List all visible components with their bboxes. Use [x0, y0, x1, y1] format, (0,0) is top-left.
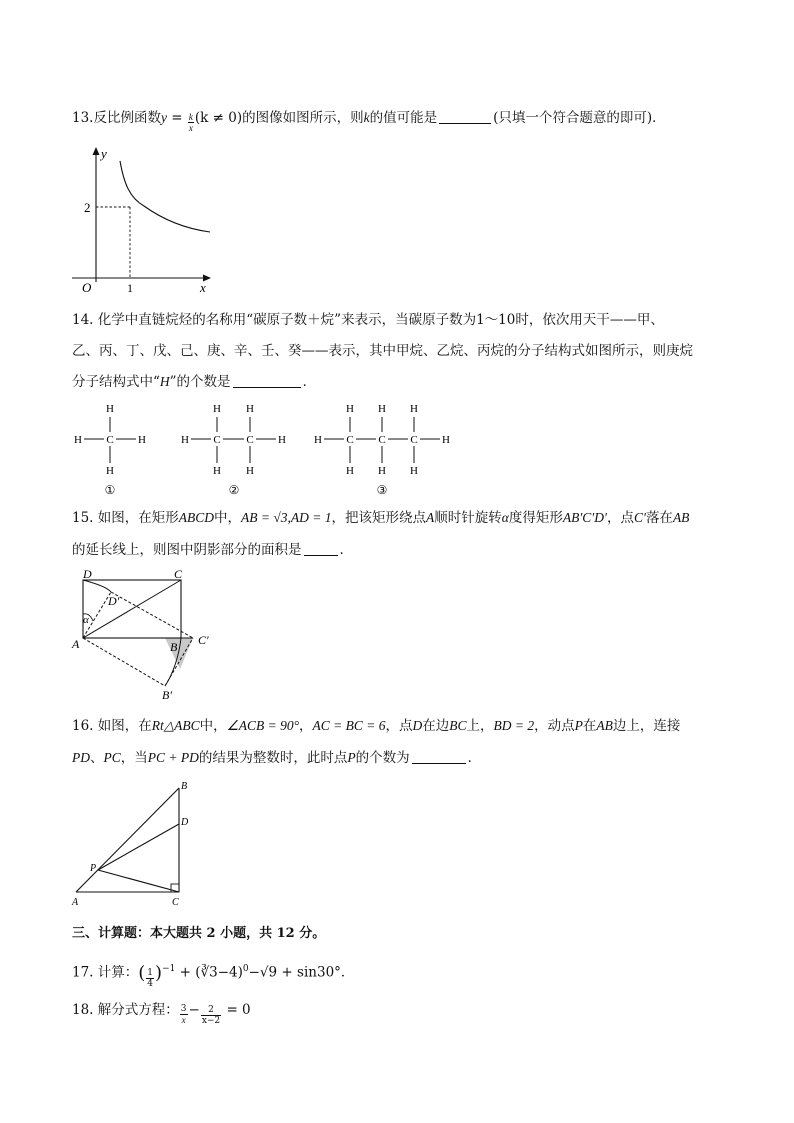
q14-line-2-text: 乙、丙、丁、戊、己、庚、辛、壬、癸——表示，其中甲烷、乙烷、丙烷的分子结构式如图所示，则庚烷 — [72, 343, 693, 359]
q15-alpha: α — [501, 510, 509, 525]
q16-line-1-mid: 中， — [199, 718, 227, 734]
q17-exp2: 0 — [242, 964, 249, 974]
atom-h: H — [442, 434, 450, 446]
q16-line-1-mid6: ，动点 — [534, 718, 575, 734]
q14-line-3-pre: 分子结构式中“ — [72, 374, 160, 390]
question-14-line-3 — [72, 368, 732, 396]
q18-fraction-2 — [201, 1005, 221, 1026]
question-14-line-2 — [72, 337, 732, 365]
q17-minus: −√9 — [248, 964, 278, 981]
q15-line-1-mid: 中， — [214, 510, 242, 526]
q16-line-1-mid2: ， — [299, 718, 313, 734]
q15-line-1-mid2: ，把该矩形绕点 — [331, 510, 427, 526]
q13-var-k: k — [363, 110, 370, 125]
atom-h: H — [314, 434, 322, 446]
q16-line-2-post: 的个数为 — [355, 750, 410, 766]
q15-line-1-mid3: 顺时针旋转 — [434, 510, 502, 526]
q18-fraction-1 — [180, 1004, 188, 1025]
question-13 — [72, 104, 732, 133]
q15-label-b2: B′ — [162, 688, 172, 702]
q16-pt-d: D — [412, 718, 423, 733]
q15-line-1-mid4: 度得矩形 — [508, 510, 563, 526]
q16-line-2-mid2: 的结果为整数时，此时点 — [198, 750, 348, 766]
q13-graph — [66, 144, 216, 296]
q13-y-axis-label: y — [101, 146, 107, 161]
q16-label-b: B — [181, 781, 188, 792]
q16-answer-blank[interactable] — [412, 749, 466, 764]
atom-c: C — [346, 434, 354, 446]
question-16-line-1 — [72, 712, 732, 740]
q13-answer-blank[interactable] — [439, 109, 491, 124]
q16-line-2-mid: ，当 — [120, 750, 148, 766]
q13-y-tick: 2 — [84, 200, 91, 215]
q13-text-tail: (只填一个符合题意的即可)． — [493, 110, 666, 126]
q13-origin-label: O — [82, 280, 92, 295]
q16-angle: ∠ACB = 90° — [226, 718, 300, 733]
q15-label-d2: D′ — [108, 594, 120, 608]
q16-line-1-mid4: 在边 — [422, 718, 450, 734]
question-15-line-1 — [72, 504, 732, 532]
q15-rect: ABCD — [178, 510, 215, 525]
q18-f1-den: x — [181, 1015, 186, 1025]
q16-pt-p: P — [574, 718, 583, 733]
q15-line-2-pre: 的延长线上，则图中阴影部分的面积是 — [72, 542, 302, 558]
atom-h: H — [278, 434, 286, 446]
q13-number: 13. — [72, 110, 94, 126]
q15-seg: AB — [672, 510, 690, 525]
q13-x-tick: 1 — [127, 281, 133, 295]
q15-line-1-mid5: ，点 — [606, 510, 634, 526]
q14-line-3-post: ”的个数是 — [169, 374, 231, 390]
atom-h: H — [410, 465, 418, 477]
atom-h: H — [246, 465, 254, 477]
question-18 — [72, 996, 732, 1026]
q13-text-mid: 的图像如图所示，则 — [242, 110, 364, 126]
atom-h: H — [378, 403, 386, 415]
atom-c: C — [410, 434, 418, 446]
atom-h: H — [346, 403, 354, 415]
atom-h: H — [378, 465, 386, 477]
q15-line-2-end: ． — [339, 542, 353, 558]
atom-h: H — [74, 434, 82, 446]
q18-f2-num: 2 — [201, 1005, 221, 1016]
q18-f2-den: x−2 — [201, 1016, 221, 1026]
q16-sum: PC + PD — [147, 750, 199, 765]
q13-x-axis-label: x — [200, 280, 206, 295]
q16-ab: AB — [596, 718, 613, 733]
q15-line-1-mid6: 落在 — [645, 510, 673, 526]
q15-rect2: AB′C′D′ — [562, 510, 607, 525]
q14-line-1-text: 14. 化学中直链烷烃的名称用“碳原子数＋烷”来表示，当碳原子数为1～10时，依次用天干——甲、 — [72, 312, 664, 328]
section-3-title-text: 三、计算题：本大题共 2 小题，共 12 分。 — [72, 926, 326, 941]
q15-answer-blank[interactable] — [304, 541, 338, 556]
q17-exp1: −1 — [162, 964, 176, 974]
section-3-title — [72, 920, 732, 948]
q15-pt-c2: C′ — [633, 510, 646, 525]
q14-line-3-end: ． — [302, 374, 317, 390]
q16-figure — [66, 774, 206, 910]
q16-sep: 、 — [90, 750, 104, 766]
q15-label-c2: C′ — [198, 633, 209, 647]
question-15-line-2 — [72, 536, 732, 564]
q18-pre: 18. 解分式方程： — [72, 1002, 179, 1018]
q15-figure — [66, 566, 226, 706]
q15-line-1-pre: 15. 如图，在矩形 — [72, 510, 179, 526]
q16-line-2-end: ． — [467, 750, 482, 766]
molecule-label-2: ② — [228, 483, 240, 497]
q16-bd: BD = 2 — [493, 718, 535, 733]
q16-sides: AC = BC = 6 — [312, 718, 386, 733]
molecule-label-3: ③ — [376, 483, 388, 497]
q17-frac-num: 1 — [147, 967, 154, 978]
atom-h: H — [213, 465, 221, 477]
atom-h: H — [346, 465, 354, 477]
q13-frac-num: k — [188, 112, 193, 122]
q16-line-1-end: 边上，连接 — [612, 718, 681, 734]
q17-root: (∛3−4) — [195, 964, 243, 981]
question-14-line-1 — [72, 306, 732, 334]
q14-var-h: H — [159, 374, 170, 389]
q15-label-d: D — [83, 567, 92, 581]
q15-label-alpha: α — [83, 614, 89, 626]
atom-h: H — [138, 434, 146, 446]
q17-pre: 17. 计算： — [72, 964, 139, 981]
atom-c: C — [213, 434, 221, 446]
q16-label-a: A — [72, 897, 79, 908]
atom-h: H — [410, 403, 418, 415]
atom-h: H — [106, 465, 114, 477]
q15-label-a: A — [72, 637, 80, 651]
q18-eq: = 0 — [222, 1002, 251, 1018]
q17-plus2: + sin30°． — [277, 964, 355, 981]
q16-p: P — [347, 750, 356, 765]
atom-c: C — [246, 434, 254, 446]
atom-h: H — [106, 403, 114, 415]
q16-label-p: P — [90, 863, 97, 874]
atom-h: H — [246, 403, 254, 415]
q16-tri: Rt△ABC — [151, 718, 200, 733]
q16-line-1-mid5: 上， — [466, 718, 494, 734]
q16-label-d: D — [181, 817, 189, 828]
atom-c: C — [378, 434, 386, 446]
q17-frac-den: 4 — [147, 978, 154, 989]
q13-frac-den: x — [188, 123, 193, 133]
q16-line-1-mid3: ，点 — [385, 718, 413, 734]
q13-text-post: 的值可能是 — [369, 110, 438, 126]
q15-label-c: C — [174, 567, 183, 581]
q16-label-c: C — [172, 897, 179, 908]
q14-molecules — [66, 396, 466, 502]
q18-minus: − — [188, 1002, 200, 1018]
question-17: 17. 计算：( $\frac{1}{4}$ )$^{-1}$ + (∛3−4)$^0$−√9 + sin30°． — [72, 962, 355, 989]
q13-eq: = — [166, 110, 187, 126]
q17-fraction — [146, 968, 154, 989]
q14-answer-blank[interactable] — [233, 373, 301, 388]
q15-ab: AB = √3,AD = 1 — [241, 510, 332, 525]
atom-c: C — [106, 434, 114, 446]
question-16-line-2 — [72, 744, 732, 772]
atom-h: H — [181, 434, 189, 446]
q15-label-b: B — [170, 640, 178, 654]
q18-f1-num: 3 — [180, 1004, 187, 1014]
q16-pc: PC — [103, 750, 121, 765]
q17-plus1: + — [175, 964, 196, 981]
atom-h: H — [213, 403, 221, 415]
q16-line-1-mid7: 在 — [582, 718, 597, 734]
q13-func-y: y — [160, 110, 167, 125]
molecule-label-1: ① — [104, 483, 116, 497]
q13-fraction — [188, 112, 194, 133]
q13-text-pre: 反比例函数 — [93, 110, 161, 126]
q16-bc: BC — [449, 718, 467, 733]
q15-pt-a: A — [426, 510, 435, 525]
q16-line-1-pre: 16. 如图，在 — [72, 718, 152, 734]
q16-pd: PD — [72, 750, 90, 765]
q13-cond: (k ≠ 0) — [194, 110, 243, 126]
